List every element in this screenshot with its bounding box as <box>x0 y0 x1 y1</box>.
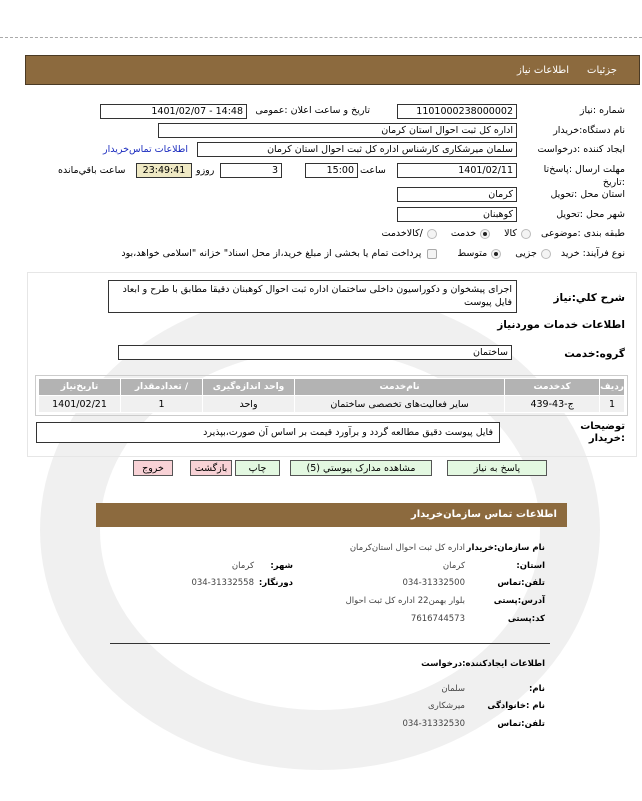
time-label: ساعت <box>360 165 386 176</box>
category-label: طبقه بندی :موضوعی <box>540 228 625 239</box>
deadline-label: مهلت ارسال :پاسخ‌تا :تاریخ <box>543 164 625 188</box>
services-table <box>38 378 625 413</box>
col-code: کدخدمت <box>505 379 600 396</box>
radio-minor[interactable] <box>541 249 551 259</box>
contact-divider <box>110 643 550 644</box>
treasury-checkbox[interactable] <box>427 249 437 259</box>
cell-name: سایر فعالیت‌های تخصصی ساختمان <box>295 396 505 413</box>
need-number-field: 1101000238000002 <box>397 104 517 119</box>
province-value-c: کرمان <box>442 561 465 571</box>
cell-code: ج-43-439 <box>505 396 600 413</box>
city-label-c: شهر: <box>270 561 293 571</box>
deadline-date-field: 1401/02/11 <box>397 163 517 178</box>
contact-title-bar: اطلاعات تماس سازمان‌خریدار <box>96 503 567 527</box>
name-label: نام: <box>528 684 545 694</box>
creator-field: سلمان میرشکاری کارشناس اداره کل ثبت احوال استان کرمان <box>197 142 517 157</box>
city-field: کوهبنان <box>397 207 517 222</box>
buyer-org-label: نام دستگاه:خریدار <box>553 125 625 136</box>
cell-qty: 1 <box>121 396 203 413</box>
print-button[interactable]: چاپ <box>235 460 280 476</box>
province-label: استان محل :تحویل <box>550 189 625 200</box>
radio-goods-service-label: /کالاخدمت <box>381 228 423 239</box>
remaining-label: ساعت باقي‌مانده <box>58 165 126 176</box>
radio-minor-label: جزیی <box>515 248 537 259</box>
phone-label: تلفن:تماس <box>497 578 545 588</box>
process-label: نوع فرآیند: خرید <box>560 248 625 259</box>
radio-goods-service[interactable] <box>427 229 437 239</box>
creator-phone-value: 034-31332530 <box>402 719 465 729</box>
need-number-label: شماره :نیاز <box>579 105 625 116</box>
radio-medium-label: متوسط <box>457 248 488 259</box>
table-row <box>39 396 625 413</box>
postal-value: 7616744573 <box>410 614 465 624</box>
creator-phone-label: تلفن:تماس <box>497 719 545 729</box>
creator-label: ایجاد کننده :درخواست <box>537 144 625 155</box>
col-qty: / تعداد‌مقدار <box>121 379 203 396</box>
fax-label: دورنگار: <box>258 578 293 588</box>
services-table-wrap <box>35 375 628 416</box>
remaining-timer: 23:49:41 <box>136 163 192 178</box>
tab-details[interactable]: جزئیات <box>587 64 617 76</box>
buyer-contact-link[interactable]: اطلاعات تماس‌خریدار <box>103 144 188 155</box>
org-value: اداره کل ثبت احوال استان‌کرمان <box>349 543 465 553</box>
province-field: کرمان <box>397 187 517 202</box>
group-field: ساختمان <box>118 345 512 360</box>
fax-value: 034-31332558 <box>191 578 254 588</box>
payment-note: پرداخت تمام یا بخشی از مبلغ خرید،از محل اسناد" خزانه "اسلامی خواهد،بود <box>121 248 422 259</box>
family-label: نام :خانوادگی <box>487 701 545 711</box>
col-row: ردیف <box>600 379 625 396</box>
radio-service[interactable] <box>480 229 490 239</box>
radio-service-label: خدمت <box>450 228 477 239</box>
province-label-c: استان: <box>516 561 545 571</box>
radio-goods-label: کالا <box>504 228 517 239</box>
address-label: آدرس:پستی <box>493 596 545 606</box>
notes-field: فایل پیوست دقیق مطالعه گردد و برآورد قیمت بر اساس آن صورت،بپذیرد <box>36 422 500 443</box>
buyer-org-field: اداره کل ثبت احوال استان کرمان <box>158 123 517 138</box>
cell-date: 1401/02/21 <box>39 396 121 413</box>
cell-row: 1 <box>600 396 625 413</box>
attachments-button[interactable]: مشاهده مدارک پیوستي (5) <box>290 460 432 476</box>
phone-value: 034-31332500 <box>402 578 465 588</box>
org-label: نام سازمان:خریدار <box>466 543 545 553</box>
category-row <box>382 228 626 239</box>
address-value: بلوار بهمن22 اداره کل ثبت احوال <box>345 596 465 606</box>
city-value-c: کرمان <box>231 561 254 571</box>
announce-field: 1401/02/07 - 14:48 <box>100 104 247 119</box>
cell-unit: واحد <box>203 396 295 413</box>
group-label: گروه:خدمت <box>564 348 625 360</box>
city-label: شهر محل :تحویل <box>556 209 625 220</box>
family-value: میرشکاری <box>428 701 465 711</box>
description-field: اجرای پیشخوان و دکوراسیون داخلی ساختمان اداره ثبت احوال کوهبنان دقیقا مطابق با طرح و ابعاد فایل پیوست <box>108 280 517 313</box>
reply-button[interactable]: پاسخ به نیاز <box>447 460 547 476</box>
col-unit: واحد اندازه‌گیری <box>203 379 295 396</box>
notes-label: توضیحات :خریدار <box>580 421 625 444</box>
days-label: روزو <box>196 165 215 176</box>
name-value: سلمان <box>441 684 465 694</box>
days-field: 3 <box>220 163 282 178</box>
back-button[interactable]: بازگشت <box>190 460 232 476</box>
announce-label: تاریخ و ساعت اعلان :عمومی <box>255 105 370 116</box>
postal-label: کد:پستی <box>507 614 545 624</box>
tab-need-info[interactable]: اطلاعات نیاز <box>517 64 570 76</box>
process-row <box>121 248 625 259</box>
services-title: اطلاعات خدمات موردنیاز <box>497 319 625 331</box>
deadline-time-field: 15:00 <box>305 163 358 178</box>
description-label: شرح کلي:نیاز <box>553 292 625 304</box>
header-bar <box>25 55 640 85</box>
creator-info-title: اطلاعات ایجادکننده:درخواست <box>421 659 545 669</box>
col-name: نام‌خدمت <box>295 379 505 396</box>
col-date: تاریخ‌نیاز <box>39 379 121 396</box>
exit-button[interactable]: خروج <box>133 460 173 476</box>
radio-goods[interactable] <box>521 229 531 239</box>
divider <box>0 37 642 38</box>
radio-medium[interactable] <box>491 249 501 259</box>
